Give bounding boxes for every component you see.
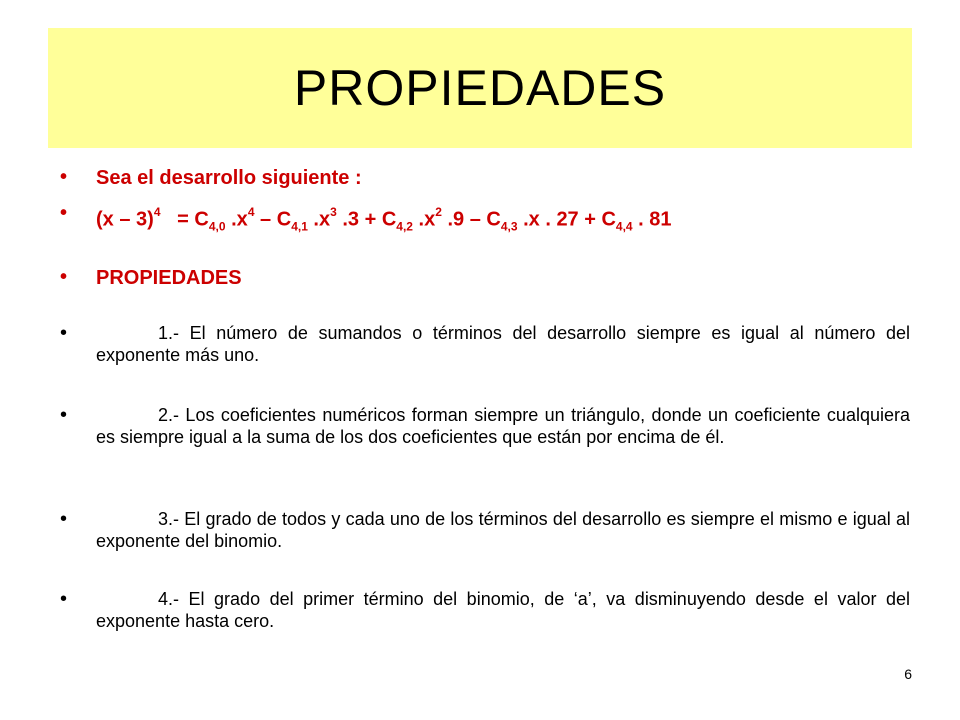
intro-bullet bbox=[60, 166, 362, 190]
bullet-marker: • bbox=[60, 266, 68, 288]
intro-text: Sea el desarrollo siguiente : bbox=[96, 167, 362, 189]
section-heading-bullet bbox=[60, 266, 242, 290]
property-item-2 bbox=[60, 404, 910, 448]
property-item-4 bbox=[60, 588, 910, 632]
bullet-marker: • bbox=[60, 404, 68, 426]
bullet-marker: • bbox=[60, 202, 68, 224]
formula-bullet bbox=[60, 202, 672, 239]
property-text: 4.- El grado del primer término del binomio, de ‘a’, va disminuyendo desde el valor del exponente hasta cero. bbox=[96, 589, 910, 631]
property-number: 2.- bbox=[158, 405, 180, 425]
section-heading: PROPIEDADES bbox=[96, 267, 242, 289]
property-text: 2.- Los coeficientes numéricos forman siempre un triángulo, donde un coeficiente cualquiera es siempre igual a la suma de los dos coeficientes que están por encima de él. bbox=[96, 405, 910, 447]
property-item-3 bbox=[60, 508, 910, 552]
bullet-marker: • bbox=[60, 166, 68, 188]
page-number: 6 bbox=[904, 666, 912, 682]
property-text: 3.- El grado de todos y cada uno de los términos del desarrollo es siempre el mismo e igual al exponente del binomio. bbox=[96, 509, 910, 551]
bullet-marker: • bbox=[60, 588, 68, 610]
bullet-marker: • bbox=[60, 322, 68, 344]
bullet-marker: • bbox=[60, 508, 68, 530]
property-number: 3.- bbox=[158, 509, 180, 529]
title-banner bbox=[48, 28, 912, 148]
slide-title: PROPIEDADES bbox=[293, 60, 667, 116]
property-number: 4.- bbox=[158, 589, 180, 609]
binomial-formula: $(x - 3)^4 = C_{4,0}$ $.x^4 - C_{4,1}$ $.x^3$ $.3 + C_{4,2}$ $.x^2$ $.9 - C_{4,3}$ .x . $27 + C_{4,4}$ . 81 bbox=[96, 205, 672, 234]
property-text: 1.- El número de sumandos o términos del desarrollo siempre es igual al número del exponente más uno. bbox=[96, 323, 910, 365]
property-item-1 bbox=[60, 322, 910, 366]
property-number: 1.- bbox=[158, 323, 180, 343]
